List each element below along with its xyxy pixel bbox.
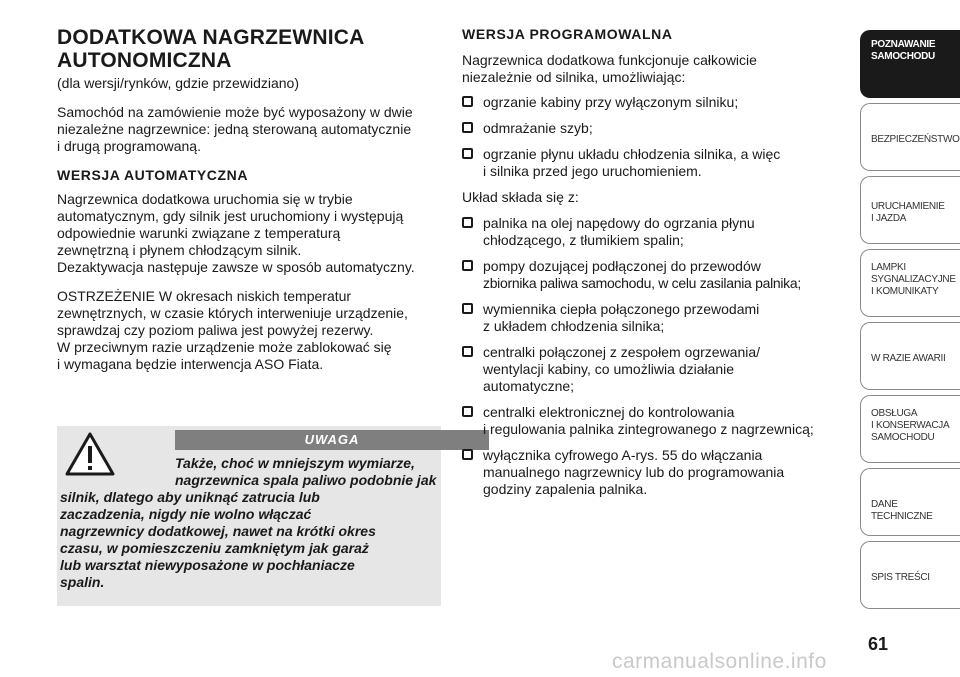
list-item: pompy dozującej podłączonej do przewodów zbiornika paliwa samochodu, w celu zasilania palnika; <box>462 258 842 292</box>
caution-paragraph: OSTRZEŻENIE W okresach niskich temperatur zewnętrznych, w czasie których interweniuje urządzenie, sprawdzaj czy poziom paliwa jest powyżej rezerwy. W przeciwnym razie urządzenie może zablokować się i wymagana będzie interwencja ASO Fiata. <box>57 288 408 372</box>
tab-bezpieczenstwo[interactable]: BEZPIECZEŃSTWO <box>860 103 960 171</box>
subtitle: (dla wersji/rynków, gdzie przewidziano) <box>57 75 299 91</box>
auto-version-heading: WERSJA AUTOMATYCZNA <box>57 167 249 183</box>
warning-text-body: silnik, dlatego aby uniknąć zatrucia lub zaczadzenia, nigdy nie wolno włączać nagrzewnicy dodatkowej, nawet na krótki okres czasu, w pomieszczeniu zamkniętym jak garaż lub warsztat niewyposażone w pochłaniacze spalin. <box>60 489 376 590</box>
warning-label: UWAGA <box>175 430 489 450</box>
tab-lampki-sygnalizacyjne[interactable]: LAMPKI SYGNALIZACYJNE I KOMUNIKATY <box>860 249 960 317</box>
programmable-features-list <box>462 94 842 180</box>
list-item: centralki połączonej z zespołem ogrzewania/ wentylacji kabiny, co umożliwia działanie automatyczne; <box>462 344 842 395</box>
intro-paragraph: Samochód na zamówienie może być wyposażony w dwie niezależne nagrzewnice: jedną sterowaną automatycznie i drugą programowaną. <box>57 104 413 154</box>
list-item: centralki elektronicznej do kontrolowania i regulowania palnika zintegrowanego z nagrzewnicą; <box>462 404 842 438</box>
checkbox-bullet-icon <box>462 96 473 107</box>
warning-text-top: Także, choć w mniejszym wymiarze, nagrzewnica spala paliwo podobnie jak <box>175 455 437 488</box>
tab-poznawanie-samochodu[interactable]: POZNAWANIE SAMOCHODU <box>860 30 960 98</box>
system-components-list <box>462 215 842 498</box>
list-item: ogrzanie kabiny przy wyłączonym silniku; <box>462 94 842 111</box>
warning-triangle-icon <box>65 432 115 476</box>
left-column <box>57 26 441 373</box>
title-line-1: DODATKOWA NAGRZEWNICA <box>57 26 365 49</box>
list-item: wymiennika ciepła połączonego przewodami z układem chłodzenia silnika; <box>462 301 842 335</box>
checkbox-bullet-icon <box>462 449 473 460</box>
checkbox-bullet-icon <box>462 406 473 417</box>
title-line-2: AUTONOMICZNA <box>57 49 232 72</box>
warning-box <box>57 426 441 606</box>
tab-uruchamienie-i-jazda[interactable]: URUCHAMIENIE I JAZDA <box>860 176 960 244</box>
right-column <box>462 26 842 507</box>
checkbox-bullet-icon <box>462 148 473 159</box>
auto-version-paragraph: Nagrzewnica dodatkowa uruchomia się w trybie automatycznym, gdy silnik jest uruchomiony i występują odpowiednie warunki związane z temperaturą zewnętrzną i płynem chłodzącym silnik. Dezaktywacja następuje zawsze w sposób automatyczny. <box>57 191 415 275</box>
checkbox-bullet-icon <box>462 260 473 271</box>
page-number: 61 <box>868 634 889 654</box>
checkbox-bullet-icon <box>462 122 473 133</box>
list-item: wyłącznika cyfrowego A-rys. 55 do włączania manualnego nagrzewnicy lub do programowania godziny zapalenia palnika. <box>462 447 842 498</box>
programmable-intro: Nagrzewnica dodatkowa funkcjonuje całkowicie niezależnie od silnika, umożliwiając: <box>462 52 757 85</box>
checkbox-bullet-icon <box>462 346 473 357</box>
system-intro: Układ składa się z: <box>462 189 579 205</box>
tab-dane-techniczne[interactable]: DANE TECHNICZNE <box>860 468 960 536</box>
checkbox-bullet-icon <box>462 217 473 228</box>
programmable-version-heading: WERSJA PROGRAMOWALNA <box>462 26 673 42</box>
tab-w-razie-awarii[interactable]: W RAZIE AWARII <box>860 322 960 390</box>
list-item: odmrażanie szyb; <box>462 120 842 137</box>
tab-spis-tresci[interactable]: SPIS TREŚCI <box>860 541 960 609</box>
list-item: palnika na olej napędowy do ogrzania płynu chłodzącego, z tłumikiem spalin; <box>462 215 842 249</box>
tab-obsluga-i-konserwacja[interactable]: OBSŁUGA I KONSERWACJA SAMOCHODU <box>860 395 960 463</box>
list-item: ogrzanie płynu układu chłodzenia silnika, a więc i silnika przed jego uruchomieniem. <box>462 146 842 180</box>
watermark: carmanualsonline.info <box>612 650 827 673</box>
page-title <box>57 26 441 72</box>
checkbox-bullet-icon <box>462 303 473 314</box>
